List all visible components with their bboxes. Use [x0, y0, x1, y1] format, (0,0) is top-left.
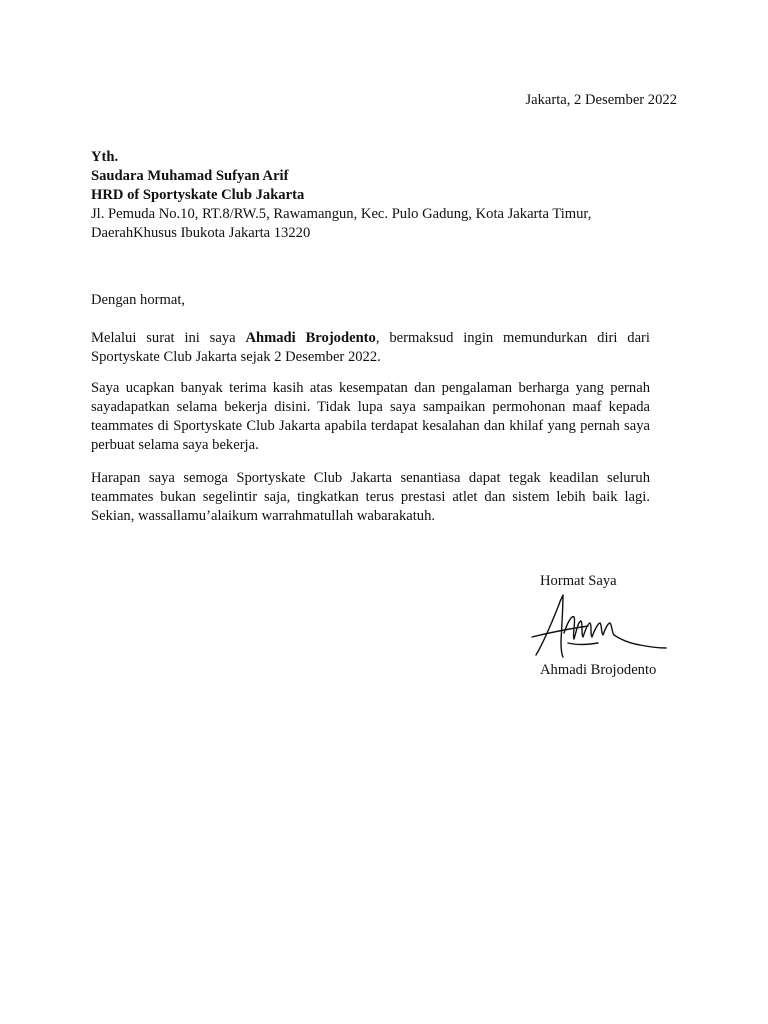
- recipient-block: [91, 148, 681, 243]
- paragraph-resignation-before: Melalui surat ini saya: [91, 330, 246, 346]
- recipient-greeting: Yth.: [91, 149, 119, 165]
- paragraph-hope: Harapan saya semoga Sportyskate Club Jakarta senantiasa dapat tegak keadilan seluruh teammates bukan segelintir saja, tingkatkan terus prestasi atlet dan sistem lebih baik lagi. Sekian, wassallamu’alaikum warrahmatullah wabarakatuh.: [91, 470, 650, 524]
- sender-name-bold: Ahmadi Brojodento: [245, 330, 376, 346]
- closing-text: Hormat Saya: [540, 573, 617, 589]
- signature-icon: [528, 593, 668, 661]
- paragraph-gratitude: Saya ucapkan banyak terima kasih atas kesempatan dan pengalaman berharga yang pernah sayadapatkan selama bekerja disini. Tidak lupa saya sampaikan permohonan maaf kepada teammates di Sportyskate Club Jakarta apabila terdapat kesalahan dan khilaf yang pernah saya perbuat selama saya bekerja.: [91, 380, 650, 453]
- salutation: Dengan hormat,: [91, 292, 186, 308]
- recipient-name: Saudara Muhamad Sufyan Arif: [91, 168, 289, 184]
- letter-date: Jakarta, 2 Desember 2022: [525, 92, 677, 108]
- recipient-address-line1: Jl. Pemuda No.10, RT.8/RW.5, Rawamangun, Kec. Pulo Gadung, Kota Jakarta Timur,: [91, 206, 592, 222]
- recipient-address-line2: DaerahKhusus Ibukota Jakarta 13220: [91, 225, 311, 241]
- recipient-position: HRD of Sportyskate Club Jakarta: [91, 187, 305, 203]
- signer-name: Ahmadi Brojodento: [540, 662, 657, 678]
- paragraph-resignation-after: , bermaksud ingin memundurkan diri dari Sportyskate Club Jakarta sejak 2 Desember 2022.: [91, 330, 650, 365]
- paragraph-resignation: [91, 329, 650, 367]
